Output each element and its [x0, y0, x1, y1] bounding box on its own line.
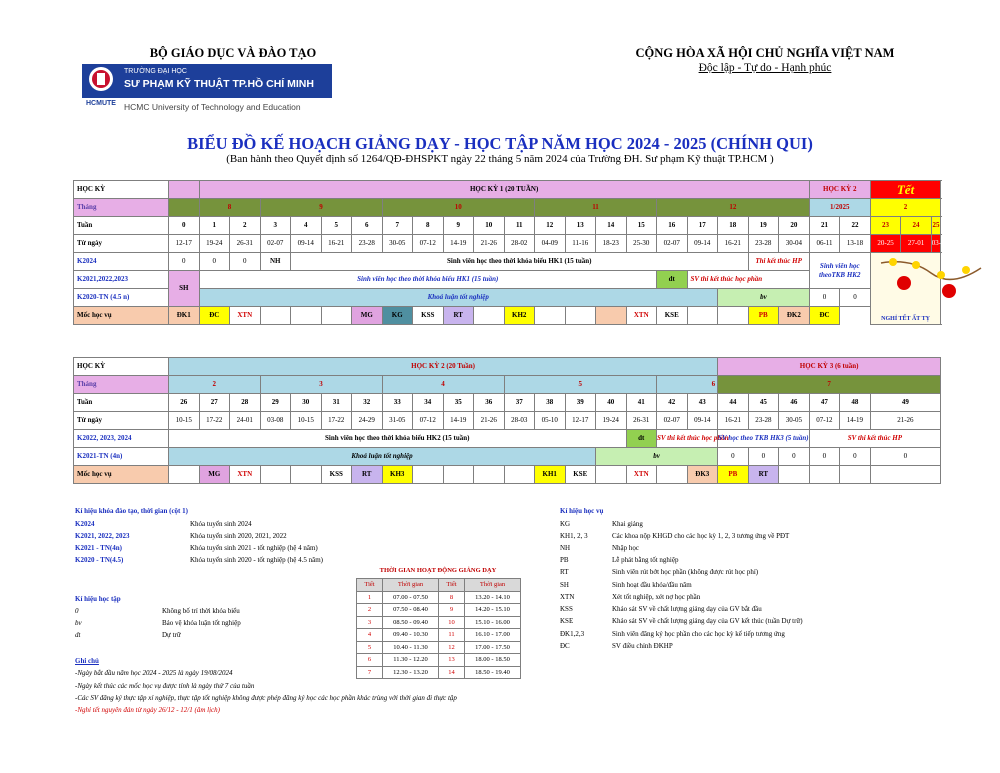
date-cell: 24-29 — [352, 412, 383, 430]
milestone-cell: KH2 — [504, 307, 535, 325]
zero-cell: 0 — [809, 448, 840, 466]
week-cell: 37 — [504, 394, 535, 412]
thang-label: Tháng — [74, 376, 169, 394]
milestone-cell: RT — [748, 466, 779, 484]
date-cell: 02-07 — [260, 235, 291, 253]
week-cell: 47 — [809, 394, 840, 412]
month-6: 6 — [657, 376, 718, 394]
note-line: -Các SV đăng ký thực tập xí nghiệp, thực tập tốt nghiệp không được phép đăng ký học các học phần khác trùng với thời gian đi thực tập — [75, 694, 457, 702]
date-cell: 07-12 — [413, 412, 444, 430]
row-tuan — [74, 394, 941, 412]
semester-2-header: HỌC KỲ 2 — [809, 181, 870, 199]
ministry-name: BỘ GIÁO DỤC VÀ ĐÀO TẠO — [149, 46, 317, 60]
hocky-label: HỌC KỲ — [74, 358, 169, 376]
week-cell: 25 — [931, 217, 941, 235]
school-name-line1: TRƯỜNG ĐẠI HỌC — [124, 68, 187, 75]
week-cell: 9 — [443, 217, 474, 235]
week-cell: 0 — [169, 217, 200, 235]
week-cell: 39 — [565, 394, 596, 412]
row-k2020 — [74, 289, 941, 307]
week-cell: 3 — [260, 217, 291, 235]
zero-cell: 0 — [199, 253, 230, 271]
date-cell: 26-31 — [230, 235, 261, 253]
month-10: 10 — [382, 199, 535, 217]
date-cell: 06-11 — [809, 235, 840, 253]
date-cell: 07-12 — [413, 235, 444, 253]
k2020-thesis: Khoá luận tốt nghiệp — [199, 289, 718, 307]
week-cell: 1 — [199, 217, 230, 235]
thang-label: Tháng — [74, 199, 169, 217]
milestone-cell: KSE — [565, 466, 596, 484]
week-cell: 43 — [687, 394, 718, 412]
table-row: 6 11.30 - 12.20 13 18.00 - 18.50 — [357, 654, 521, 667]
milestone-cell: KSS — [413, 307, 444, 325]
note-line: -Ngày bắt đầu năm học 2024 - 2025 là ngày 19/08/2024 — [75, 669, 233, 677]
tuan-label: Tuần — [74, 394, 169, 412]
zero-cell: 0 — [779, 448, 810, 466]
week-cell: 8 — [413, 217, 444, 235]
k2024-schedule: Sinh viên học theo thời khóa biểu HK1 (15 tuần) — [291, 253, 749, 271]
table-row: 4 09.40 - 10.30 11 16.10 - 17.00 — [357, 629, 521, 642]
week-cell: 14 — [596, 217, 627, 235]
page-subtitle: (Ban hành theo Quyết định số 1264/QĐ-ĐHSPKT ngày 22 tháng 5 năm 2024 của Trường ĐH. Sư phạm Kỹ thuật TP.HCM ) — [226, 153, 774, 165]
legend-key: SH — [560, 581, 569, 589]
legend-value: Khai giảng — [612, 520, 643, 528]
k2020-defense: bv — [718, 289, 810, 307]
table-row: 2 07.50 - 08.40 9 14.20 - 15.10 — [357, 604, 521, 617]
notes-title: Ghi chú — [75, 657, 99, 665]
sh-cell: SH — [169, 271, 200, 307]
legend-value: Không bố trí thời khóa biểu — [162, 607, 240, 615]
k2021-schedule: Sinh viên học theo thời khóa biểu HK1 (15 tuần) — [199, 271, 657, 289]
legend-key: NH — [560, 544, 571, 552]
legend-value: Khóa tuyển sinh 2021 - tốt nghiệp (hệ 4 năm) — [190, 544, 318, 552]
week-cell: 29 — [260, 394, 291, 412]
legend-key: K2021, 2022, 2023 — [75, 532, 130, 540]
date-cell: 07-12 — [809, 412, 840, 430]
legend-value: Khóa tuyển sinh 2020, 2021, 2022 — [190, 532, 287, 540]
milestone-cell: KG — [382, 307, 413, 325]
date-cell: 30-04 — [779, 235, 810, 253]
date-cell: 04-09 — [535, 235, 566, 253]
milestone-cell: PB — [748, 307, 779, 325]
date-cell: 14-19 — [840, 412, 871, 430]
date-cell: 02-07 — [657, 235, 688, 253]
week-cell: 18 — [718, 217, 749, 235]
milestone-cell: ĐC — [199, 307, 230, 325]
date-cell: 12-17 — [169, 235, 200, 253]
timetable-header: Tiết — [357, 579, 383, 592]
apricot-blossom-icon — [871, 253, 991, 313]
week-cell: 13 — [565, 217, 596, 235]
legend-title: Kí hiệu khóa đào tạo, thời gian (cột 1) — [75, 507, 188, 515]
week-cell: 30 — [291, 394, 322, 412]
week-cell: 49 — [870, 394, 941, 412]
milestone-cell: MG — [352, 307, 383, 325]
row-k2024 — [74, 253, 941, 271]
k2021-defense: bv — [596, 448, 718, 466]
week-cell: 21 — [809, 217, 840, 235]
k2021-thesis: Khoá luận tốt nghiệp — [169, 448, 596, 466]
week-cell: 36 — [474, 394, 505, 412]
row-thang — [74, 199, 941, 217]
date-cell: 27-01 — [901, 235, 932, 253]
legend-value: Khảo sát SV về chất lượng giảng dạy của GV bắt đầu — [612, 605, 762, 613]
hocky-label: HỌC KỲ — [74, 181, 169, 199]
date-cell: 31-05 — [382, 412, 413, 430]
milestone-cell: XTN — [230, 307, 261, 325]
tet-header: Tết — [870, 181, 941, 199]
week-cell: 42 — [657, 394, 688, 412]
zero-cell: 0 — [809, 289, 840, 307]
milestone-cell: XTN — [230, 466, 261, 484]
date-cell: 24-01 — [230, 412, 261, 430]
month-2: 2 — [870, 199, 941, 217]
date-cell: 14-19 — [443, 412, 474, 430]
date-cell: 02-07 — [657, 412, 688, 430]
month-11: 11 — [535, 199, 657, 217]
note-line: -Ngày kết thúc các mốc học vụ được tính là ngày thứ 7 của tuần — [75, 682, 255, 690]
week-cell: 22 — [840, 217, 871, 235]
schedule-table-semester-2 — [73, 357, 941, 484]
k2022-exam: SV thi kết thúc học phần — [657, 430, 718, 448]
legend-key: bv — [75, 619, 82, 627]
row-hocky — [74, 181, 941, 199]
milestone-cell: ĐK3 — [687, 466, 718, 484]
date-cell: 18-23 — [596, 235, 627, 253]
week-cell: 12 — [535, 217, 566, 235]
date-cell: 11-16 — [565, 235, 596, 253]
zero-cell: 0 — [748, 448, 779, 466]
milestone-cell: XTN — [626, 466, 657, 484]
month-3: 3 — [260, 376, 382, 394]
week-cell: 17 — [687, 217, 718, 235]
legend-value: Dự trữ — [162, 631, 181, 639]
legend-value: Bảo vệ khóa luận tốt nghiệp — [162, 619, 241, 627]
week-cell: 19 — [748, 217, 779, 235]
legend-value: Sinh hoạt đầu khóa/đầu năm — [612, 581, 692, 589]
row-hocky — [74, 358, 941, 376]
legend-key: K2020 - TN(4.5) — [75, 556, 124, 564]
date-cell: 05-10 — [535, 412, 566, 430]
row-moc-hoc-vu — [74, 307, 941, 325]
date-cell: 23-28 — [352, 235, 383, 253]
zero-cell: 0 — [870, 448, 941, 466]
row-tuan — [74, 217, 941, 235]
legend-key: XTN — [560, 593, 575, 601]
date-cell: 23-28 — [748, 412, 779, 430]
legend-value: Xét tốt nghiệp, xét nợ học phần — [612, 593, 701, 601]
moc-label: Mốc học vụ — [74, 466, 169, 484]
week-cell: 5 — [321, 217, 352, 235]
date-cell: 30-05 — [779, 412, 810, 430]
week-cell: 38 — [535, 394, 566, 412]
zero-cell: 0 — [840, 289, 871, 307]
school-name-line2: SƯ PHẠM KỸ THUẬT TP.HỒ CHÍ MINH — [124, 78, 314, 90]
k2024-exam: Thi kết thúc HP — [748, 253, 809, 271]
k2022-exam-hk3: SV thi kết thúc HP — [809, 430, 941, 448]
milestone-cell: KSE — [657, 307, 688, 325]
date-cell: 10-15 — [169, 412, 200, 430]
table-row: 5 10.40 - 11.30 12 17.00 - 17.50 — [357, 641, 521, 654]
dt-cell: dt — [626, 430, 657, 448]
milestone-cell: KSS — [321, 466, 352, 484]
timetable-title: THỜI GIAN HOẠT ĐỘNG GIẢNG DẠY — [379, 567, 497, 574]
milestone-cell: ĐK2 — [779, 307, 810, 325]
k2021-label: K2021,2022,2023 — [74, 271, 169, 289]
school-name-english: HCMC University of Technology and Education — [124, 102, 301, 112]
legend-key: KH1, 2, 3 — [560, 532, 588, 540]
month-9: 9 — [260, 199, 382, 217]
legend-value: Lễ phát bằng tốt nghiệp — [612, 556, 679, 564]
nh-cell: NH — [260, 253, 291, 271]
date-cell: 28-03 — [504, 412, 535, 430]
schedule-table-semester-1 — [73, 180, 949, 325]
date-cell: 03-08 — [931, 235, 941, 253]
legend-title: Kí hiệu học vụ — [560, 507, 604, 515]
k2022-hk3: SV học theo TKB HK3 (5 tuần) — [718, 430, 810, 448]
date-cell: 30-05 — [382, 235, 413, 253]
date-cell: 19-24 — [596, 412, 627, 430]
week-cell: 26 — [169, 394, 200, 412]
month-5: 5 — [504, 376, 657, 394]
month-7: 7 — [718, 376, 941, 394]
week-cell: 34 — [413, 394, 444, 412]
legend-value: Sinh viên đăng ký học phần cho các học kỳ kế tiếp tương ứng — [612, 630, 785, 638]
tungay-label: Từ ngày — [74, 235, 169, 253]
date-cell: 03-08 — [260, 412, 291, 430]
week-cell: 45 — [748, 394, 779, 412]
date-cell: 14-19 — [443, 235, 474, 253]
month-1-2025: 1/2025 — [809, 199, 870, 217]
week-cell: 40 — [596, 394, 627, 412]
k2022-label: K2022, 2023, 2024 — [74, 430, 169, 448]
month-2: 2 — [169, 376, 261, 394]
row-k2021 — [74, 448, 941, 466]
week-cell: 41 — [626, 394, 657, 412]
week-cell: 6 — [352, 217, 383, 235]
legend-key: 0 — [75, 607, 79, 615]
zero-cell: 0 — [840, 448, 871, 466]
row-tungay — [74, 412, 941, 430]
timetable-header: Thời gian — [465, 579, 521, 592]
date-cell: 26-31 — [626, 412, 657, 430]
date-cell: 16-21 — [718, 235, 749, 253]
legend-value: Các khoa nộp KHGD cho các học kỳ 1, 2, 3 tương ứng về PĐT — [612, 532, 790, 540]
legend-value: Khóa tuyển sinh 2024 — [190, 520, 252, 528]
week-cell: 46 — [779, 394, 810, 412]
row-moc-hoc-vu — [74, 466, 941, 484]
legend-key: PB — [560, 556, 569, 564]
tuan-label: Tuần — [74, 217, 169, 235]
k2022-schedule: Sinh viên học theo thời khóa biểu HK2 (15 tuần) — [169, 430, 627, 448]
zero-cell: 0 — [169, 253, 200, 271]
table-row: 7 12.30 - 13.20 14 18.50 - 19.40 — [357, 666, 521, 679]
milestone-cell: KH1 — [535, 466, 566, 484]
k2021-exam: SV thi kết thúc học phần — [687, 271, 809, 289]
timetable-header: Thời gian — [383, 579, 439, 592]
row-thang — [74, 376, 941, 394]
date-cell: 25-30 — [626, 235, 657, 253]
date-cell: 16-21 — [321, 235, 352, 253]
week-cell: 7 — [382, 217, 413, 235]
country-name: CỘNG HÒA XÃ HỘI CHỦ NGHĨA VIỆT NAM — [635, 46, 895, 60]
teaching-timetable — [356, 578, 521, 679]
month-12: 12 — [657, 199, 810, 217]
week-cell: 10 — [474, 217, 505, 235]
table-row: 1 07.00 - 07.50 8 13.20 - 14.10 — [357, 591, 521, 604]
zero-cell: 0 — [230, 253, 261, 271]
legend-key: RT — [560, 568, 569, 576]
date-cell: 12-17 — [565, 412, 596, 430]
week-cell: 32 — [352, 394, 383, 412]
date-cell: 23-28 — [748, 235, 779, 253]
semester-2-header: HỌC KỲ 2 (20 Tuần) — [169, 358, 718, 376]
week-cell: 24 — [901, 217, 932, 235]
legend-title: Kí hiệu học tập — [75, 595, 121, 603]
legend-key: ĐC — [560, 642, 570, 650]
date-cell: 21-26 — [474, 235, 505, 253]
week-cell: 23 — [870, 217, 901, 235]
date-cell: 09-14 — [291, 235, 322, 253]
week-cell: 33 — [382, 394, 413, 412]
legend-key: KSE — [560, 617, 574, 625]
legend-value: Khóa tuyển sinh 2020 - tốt nghiệp (hệ 4.5 năm) — [190, 556, 323, 564]
week-cell: 15 — [626, 217, 657, 235]
milestone-cell: ĐC — [809, 307, 840, 325]
legend-key: dt — [75, 631, 81, 639]
milestone-cell: XTN — [626, 307, 657, 325]
milestone-cell: RT — [443, 307, 474, 325]
week-cell: 2 — [230, 217, 261, 235]
tet-caption: NGHỈ TẾT ẤT TỴ — [881, 316, 930, 322]
legend-key: K2021 - TN(4n) — [75, 544, 122, 552]
milestone-cell: KH3 — [382, 466, 413, 484]
zero-cell: 0 — [718, 448, 749, 466]
date-cell: 19-24 — [199, 235, 230, 253]
month-8: 8 — [199, 199, 260, 217]
table-row: 3 08.50 - 09.40 10 15.10 - 16.00 — [357, 616, 521, 629]
date-cell: 10-15 — [291, 412, 322, 430]
week-cell: 11 — [504, 217, 535, 235]
date-cell: 13-18 — [840, 235, 871, 253]
date-cell: 21-26 — [870, 412, 941, 430]
date-cell: 09-14 — [687, 235, 718, 253]
date-cell: 17-22 — [199, 412, 230, 430]
legend-key: ĐK1,2,3 — [560, 630, 585, 638]
timetable-header: Tiết — [439, 579, 465, 592]
legend-key: KG — [560, 520, 571, 528]
week-cell: 48 — [840, 394, 871, 412]
semester-3-header: HỌC KỲ 3 (6 tuần) — [718, 358, 941, 376]
week-cell: 31 — [321, 394, 352, 412]
date-cell: 09-14 — [687, 412, 718, 430]
month-4: 4 — [382, 376, 504, 394]
row-tungay — [74, 235, 941, 253]
week-cell: 27 — [199, 394, 230, 412]
week-cell: 4 — [291, 217, 322, 235]
tet-illustration — [870, 253, 941, 325]
milestone-cell: ĐK1 — [169, 307, 200, 325]
moc-label: Mốc học vụ — [74, 307, 169, 325]
legend-value: Sinh viên rút bớt học phần (không được rút học phí) — [612, 568, 759, 576]
note-line: -Nghỉ tết nguyên đán từ ngày 26/12 - 12/1 (âm lịch) — [75, 706, 220, 714]
page-title: BIỂU ĐỒ KẾ HOẠCH GIẢNG DẠY - HỌC TẬP NĂM HỌC 2024 - 2025 (CHÍNH QUI) — [187, 134, 813, 153]
school-logo — [82, 64, 332, 116]
national-motto: Độc lập - Tự do - Hạnh phúc — [698, 62, 832, 74]
legend-value: Nhập học — [612, 544, 640, 552]
date-cell: 17-22 — [321, 412, 352, 430]
date-cell: 20-25 — [870, 235, 901, 253]
semester-1-header: HỌC KỲ 1 (20 TUẦN) — [199, 181, 809, 199]
week-cell: 44 — [718, 394, 749, 412]
legend-value: SV điều chỉnh ĐKHP — [612, 642, 673, 650]
week-cell: 35 — [443, 394, 474, 412]
date-cell: 16-21 — [718, 412, 749, 430]
date-cell: 21-26 — [474, 412, 505, 430]
dt-cell: dt — [657, 271, 688, 289]
date-cell: 28-02 — [504, 235, 535, 253]
week-cell: 28 — [230, 394, 261, 412]
legend-value: Khảo sát SV về chất lượng giảng dạy của GV kết thúc (tuần Dự trữ) — [612, 617, 803, 625]
legend-key: K2024 — [75, 520, 95, 528]
k2024-hk2: Sinh viên học theoTKB HK2 — [809, 253, 870, 289]
k2021-label: K2021-TN (4n) — [74, 448, 169, 466]
k2020-label: K2020-TN (4.5 n) — [74, 289, 169, 307]
milestone-cell: MG — [199, 466, 230, 484]
legend-key: KSS — [560, 605, 573, 613]
row-k2022 — [74, 430, 941, 448]
k2024-label: K2024 — [74, 253, 169, 271]
tungay-label: Từ ngày — [74, 412, 169, 430]
logo-acronym: HCMUTE — [86, 100, 116, 107]
milestone-cell: PB — [718, 466, 749, 484]
week-cell: 20 — [779, 217, 810, 235]
week-cell: 16 — [657, 217, 688, 235]
milestone-cell: RT — [352, 466, 383, 484]
